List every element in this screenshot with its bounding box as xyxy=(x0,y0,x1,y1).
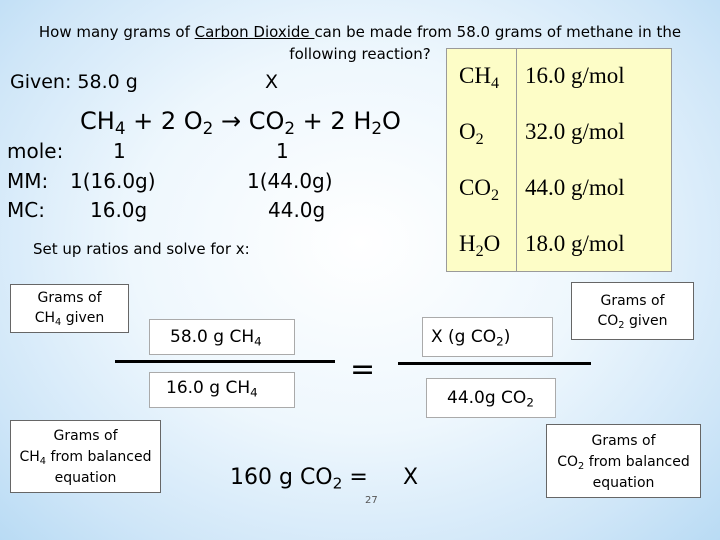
right-den-text: 44.0g CO xyxy=(447,388,527,408)
left-num-text: 58.0 g CH xyxy=(170,327,255,347)
instruction-text: Set up ratios and solve for x: xyxy=(33,240,250,258)
sym-text: O xyxy=(459,119,476,144)
question-subject: Carbon Dioxide xyxy=(194,23,315,41)
box-formula: CO xyxy=(597,313,619,329)
table-mass-h2o: 18.0 g/mol xyxy=(525,231,625,256)
box-line xyxy=(11,308,128,328)
eq-h2o-sub: 2 xyxy=(371,118,383,139)
eq-o2: + 2 O xyxy=(125,107,203,135)
box-line xyxy=(11,447,160,468)
solve-equals: = xyxy=(342,465,368,490)
sym-rest: O xyxy=(483,231,501,256)
right-numerator xyxy=(422,317,553,357)
co2-mc: 44.0g xyxy=(268,198,326,222)
eq-h2o: + 2 H xyxy=(295,107,372,135)
solve-lhs-sub: 2 xyxy=(332,474,343,493)
box-line: Grams of xyxy=(53,428,118,444)
ch4-mm: 1(16.0g) xyxy=(70,169,156,193)
table-mass-ch4: 16.0 g/mol xyxy=(525,63,625,88)
box-text: from balanced xyxy=(46,449,152,465)
right-fraction-bar xyxy=(398,362,591,365)
right-denominator xyxy=(426,378,556,418)
chemical-equation xyxy=(80,107,401,139)
box-text: given xyxy=(61,310,105,326)
table-mass-co2: 44.0 g/mol xyxy=(525,175,625,200)
left-den-sub: 4 xyxy=(250,385,258,400)
box-ch4-given xyxy=(10,284,129,333)
box-text: from balanced xyxy=(584,454,690,470)
sym-text: H xyxy=(459,231,476,256)
box-text: given xyxy=(624,313,668,329)
label-mm: MM: xyxy=(7,169,49,193)
right-den-sub: 2 xyxy=(526,395,534,410)
eq-o2-sub: 2 xyxy=(202,118,214,139)
eq-ch4-sub: 4 xyxy=(114,118,126,139)
left-fraction-bar xyxy=(115,360,335,363)
sym-sub: 2 xyxy=(475,242,484,260)
eq-ch4: CH xyxy=(80,107,115,135)
box-formula-sub: 4 xyxy=(55,316,62,328)
box-co2-given xyxy=(571,282,694,340)
right-num-tail: ) xyxy=(503,327,511,347)
eq-h2o-tail: O xyxy=(382,107,401,135)
solve-x: X xyxy=(403,465,419,490)
box-formula-sub: 2 xyxy=(618,319,625,331)
table-row-ch4 xyxy=(447,49,671,105)
box-line: Grams of xyxy=(37,290,102,306)
box-formula: CH xyxy=(19,449,40,465)
table-mass-o2: 32.0 g/mol xyxy=(525,119,625,144)
co2-mm: 1(44.0g) xyxy=(247,169,333,193)
box-ch4-balanced xyxy=(10,420,161,493)
table-sym-ch4 xyxy=(459,63,499,92)
sym-text: CO xyxy=(459,175,491,200)
label-mc: MC: xyxy=(7,198,45,222)
ch4-mole: 1 xyxy=(113,139,126,163)
box-formula: CH xyxy=(34,310,56,326)
eq-arrow-co2: → CO xyxy=(213,107,285,135)
eq-co2-sub: 2 xyxy=(284,118,296,139)
solve-lhs: 160 g CO xyxy=(230,465,333,490)
table-row-o2 xyxy=(447,105,671,161)
box-line: equation xyxy=(54,470,117,486)
box-line: Grams of xyxy=(591,433,656,449)
left-num-sub: 4 xyxy=(254,334,262,349)
molar-mass-table xyxy=(446,48,672,272)
left-denominator xyxy=(149,372,295,408)
question-suffix: can be made from 58.0 grams of methane in the xyxy=(314,23,682,41)
right-num-sub: 2 xyxy=(496,334,504,349)
box-formula-sub: 4 xyxy=(39,455,47,467)
box-line: Grams of xyxy=(600,293,665,309)
co2-mole: 1 xyxy=(276,139,289,163)
ch4-mc: 16.0g xyxy=(90,198,148,222)
given-text: Given: 58.0 g xyxy=(10,71,138,93)
box-formula-sub: 2 xyxy=(578,460,585,472)
right-num-text: X (g CO xyxy=(431,327,497,347)
question-prefix: How many grams of xyxy=(38,23,195,41)
box-line xyxy=(572,311,693,331)
unknown-x: X xyxy=(265,71,279,93)
page-number: 27 xyxy=(365,495,378,506)
question-line-1 xyxy=(0,21,720,43)
equals-sign: = xyxy=(350,352,376,387)
table-sym-co2 xyxy=(459,175,499,204)
question-line-2-text: following reaction? xyxy=(289,45,431,63)
left-den-text: 16.0 g CH xyxy=(166,378,251,398)
table-sym-h2o xyxy=(459,231,501,260)
table-row-h2o xyxy=(447,217,671,273)
left-numerator xyxy=(149,319,295,355)
sym-sub: 4 xyxy=(490,74,499,92)
sym-sub: 2 xyxy=(490,186,499,204)
solve-equation xyxy=(230,465,368,493)
box-formula: CO xyxy=(557,454,579,470)
table-sym-o2 xyxy=(459,119,484,148)
box-line: equation xyxy=(592,475,655,491)
table-row-co2 xyxy=(447,161,671,217)
label-mole: mole: xyxy=(7,139,64,163)
sym-sub: 2 xyxy=(475,130,484,148)
sym-text: CH xyxy=(459,63,491,88)
box-co2-balanced xyxy=(546,424,701,498)
box-line xyxy=(547,452,700,473)
